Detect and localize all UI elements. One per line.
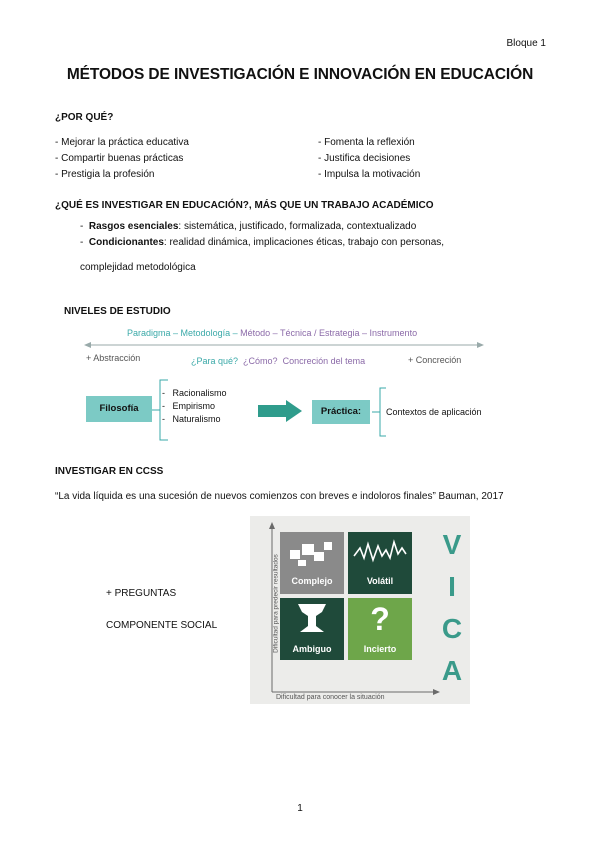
condicionantes-label: Condicionantes bbox=[88, 237, 164, 248]
quote-author: Bauman, 2017 bbox=[435, 491, 504, 502]
list-item: - Racionalismo bbox=[162, 388, 227, 398]
vica-cell-ambiguo bbox=[280, 598, 344, 660]
arrow-right-icon bbox=[258, 400, 302, 422]
questions-row bbox=[191, 356, 365, 366]
list-item-rasgos: - Rasgos esenciales: sistemática, justificado, formalizada, contextualizado bbox=[80, 221, 417, 232]
levels-sequence: Paradigma – Metodología – Método – Técnica / Estrategia – Instrumento bbox=[127, 328, 418, 338]
vica-letter: C bbox=[441, 613, 463, 644]
componente-social-label: COMPONENTE SOCIAL bbox=[106, 620, 218, 631]
section-heading-por-que: ¿POR QUÉ? bbox=[55, 112, 114, 123]
vica-letter: V bbox=[442, 529, 462, 560]
list-item: - Empirismo bbox=[162, 401, 216, 411]
abstraction-axis-arrow bbox=[84, 338, 484, 352]
level-tecnica: Técnica / Estrategia bbox=[279, 328, 360, 338]
level-metodologia: Metodología bbox=[180, 328, 231, 338]
abstraction-label: + Abstracción bbox=[86, 353, 141, 363]
rasgos-text: : sistemática, justificado, formalizada, contextualizado bbox=[178, 221, 417, 232]
reasons-left-list bbox=[55, 135, 189, 183]
vica-figure bbox=[250, 516, 470, 704]
question-como: ¿Cómo? bbox=[243, 356, 278, 366]
preguntas-label: + PREGUNTAS bbox=[106, 588, 177, 599]
level-instrumento: Instrumento bbox=[369, 328, 418, 338]
filosofia-box: Filosofía bbox=[86, 396, 152, 422]
page-number: 1 bbox=[297, 803, 303, 814]
section-heading-ccss: INVESTIGAR EN CCSS bbox=[55, 466, 164, 477]
list-item: - Justifica decisiones bbox=[318, 153, 411, 164]
vica-letters bbox=[438, 524, 466, 692]
contextos-label: Contextos de aplicación bbox=[386, 407, 482, 417]
list-item: - Impulsa la motivación bbox=[318, 169, 421, 180]
vica-cell-volatil bbox=[348, 532, 412, 594]
level-metodo: Método bbox=[240, 328, 271, 338]
vica-letter: I bbox=[448, 571, 456, 602]
zigzag-icon bbox=[348, 532, 412, 572]
filosofia-branches bbox=[162, 387, 227, 426]
list-item: - Prestigia la profesión bbox=[55, 169, 155, 180]
x-axis-label: Dificultad para conocer la situación bbox=[276, 694, 385, 701]
section-heading-niveles: NIVELES DE ESTUDIO bbox=[64, 306, 171, 317]
list-item: - Fomenta la reflexión bbox=[318, 137, 415, 148]
section-heading-que-es: ¿QUÉ ES INVESTIGAR EN EDUCACIÓN?, MÁS QUE UN TRABAJO ACADÉMICO bbox=[55, 200, 434, 211]
condicionantes-continuation: complejidad metodológica bbox=[80, 262, 196, 273]
bauman-quote bbox=[55, 491, 504, 502]
list-item-condicionantes: - Condicionantes: realidad dinámica, implicaciones éticas, trabajo con personas, bbox=[80, 237, 445, 248]
vica-letter: A bbox=[441, 655, 463, 686]
condicionantes-text: : realidad dinámica, implicaciones éticas, trabajo con personas, bbox=[163, 237, 445, 248]
cell-label: Volátil bbox=[366, 576, 394, 586]
quote-text: “La vida líquida es una sucesión de nuevos comienzos con breves e indoloros finales” bbox=[55, 491, 436, 502]
cell-label: Complejo bbox=[291, 576, 333, 586]
vica-cell-complejo bbox=[280, 532, 344, 594]
page-title: MÉTODOS DE INVESTIGACIÓN E INNOVACIÓN EN EDUCACIÓN bbox=[66, 66, 534, 83]
question-concrecion: Concreción del tema bbox=[282, 356, 366, 366]
list-item: - Mejorar la práctica educativa bbox=[55, 137, 189, 148]
list-item: - Naturalismo bbox=[162, 414, 221, 424]
complex-shapes-icon bbox=[280, 532, 344, 572]
level-paradigma: Paradigma bbox=[127, 328, 171, 338]
cell-label: Ambiguo bbox=[292, 644, 332, 654]
reasons-right-list bbox=[318, 135, 420, 183]
block-label: Bloque 1 bbox=[506, 38, 546, 49]
vase-icon bbox=[280, 598, 344, 640]
practica-box: Práctica: bbox=[312, 400, 370, 424]
cell-label: Incierto bbox=[363, 644, 397, 654]
y-axis-label: Dificultad para predecir resultados bbox=[272, 554, 280, 653]
concretion-label: + Concreción bbox=[408, 355, 462, 365]
question-para-que: ¿Para qué? bbox=[191, 356, 239, 366]
vica-cell-incierto bbox=[348, 598, 412, 660]
list-item: - Compartir buenas prácticas bbox=[55, 153, 184, 164]
question-mark-icon: ? bbox=[370, 601, 390, 637]
rasgos-label: Rasgos esenciales bbox=[88, 221, 179, 232]
